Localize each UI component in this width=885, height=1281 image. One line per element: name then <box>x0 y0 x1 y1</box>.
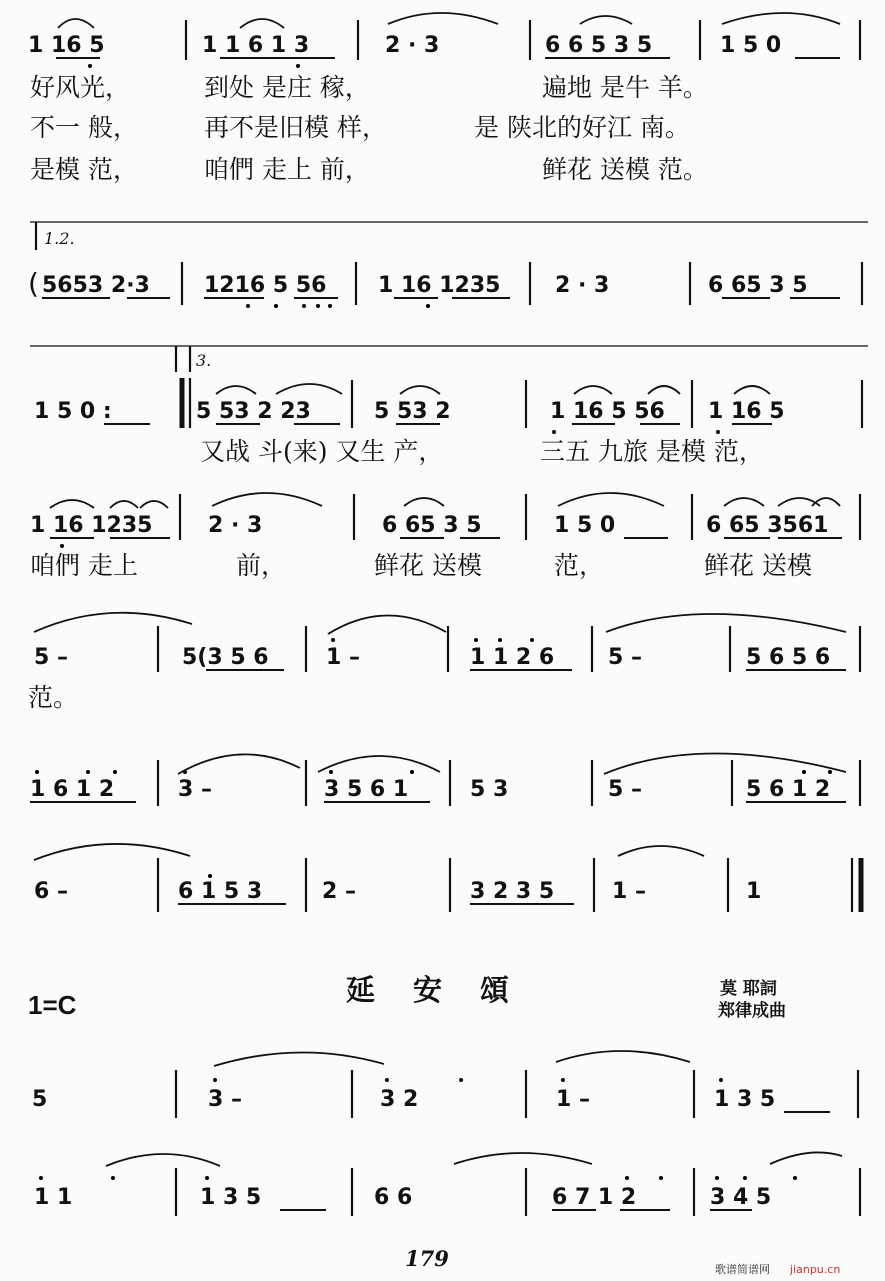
measure-4: 6 6 5 3 5 <box>545 33 653 58</box>
song-title: 延安頌 <box>346 973 548 1007</box>
lyric-line-3c: 鲜花 送模 范。 <box>542 155 708 184</box>
s9-measure-5: 3 4 5 <box>710 1185 772 1210</box>
volta-3: 3. <box>196 351 212 370</box>
lyricist-credit: 莫 耶詞 <box>720 979 777 999</box>
section-1-notes <box>28 33 781 58</box>
lyric-line-2a: 不一 般， <box>30 113 138 142</box>
page-number: 179 <box>405 1246 449 1271</box>
section-3 <box>30 346 868 466</box>
s3-measure-5: 1 16 5 <box>708 399 785 424</box>
s3-measure-1: 1 5 0 : <box>34 399 112 424</box>
s7-measure-3: 2 – <box>322 879 356 904</box>
watermark-site: 歌谱简谱网 <box>715 1263 770 1276</box>
watermark-url: jianpu.cn <box>790 1263 841 1276</box>
s7-measure-2: 6 1 5 3 <box>178 879 263 904</box>
s4-lyric-3: 鲜花 送模 <box>374 551 482 580</box>
s4-measure-4: 1 5 0 <box>554 513 616 538</box>
s8-measure-1: 5 <box>32 1087 48 1112</box>
open-paren: ( <box>28 267 39 300</box>
section-2 <box>28 222 868 308</box>
s9-measure-2: 1 3 5 <box>200 1185 262 1210</box>
song-2-row-1 <box>32 1051 858 1118</box>
s6-measure-1: 1 6 1 2 <box>30 777 115 802</box>
s6-measure-4: 5 3 <box>470 777 509 802</box>
s5-measure-2: 5(3 5 6 <box>182 645 269 670</box>
s2-measure-5: 6 65 3 5 <box>708 273 808 298</box>
section-6 <box>30 753 860 806</box>
s8-measure-4: 1 – <box>556 1087 590 1112</box>
s9-measure-3: 6 6 <box>374 1185 413 1210</box>
section-1-lyrics <box>30 73 708 184</box>
measure-5: 1 5 0 <box>720 33 782 58</box>
s2-measure-1: 5653 2·3 <box>42 273 150 298</box>
section-4 <box>30 493 860 580</box>
s4-lyric-2: 前， <box>236 551 287 580</box>
s5-measure-4: 1 1 2 6 <box>470 645 555 670</box>
s6-measure-3: 3 5 6 1 <box>324 777 409 802</box>
s4-measure-1: 1 16 1235 <box>30 513 153 538</box>
lyric-line-2b: 再不是旧模 样， <box>204 113 387 142</box>
lyric-line-3b: 咱們 走上 前， <box>204 155 370 184</box>
s5-lyric-1: 范。 <box>28 683 79 712</box>
s8-measure-3: 3 2 <box>380 1087 419 1112</box>
s4-lyric-5: 鲜花 送模 <box>704 551 812 580</box>
s5-measure-3: 1 – <box>326 645 360 670</box>
song-2-header <box>28 973 786 1021</box>
measure-2: 1 1 6 1 3 <box>202 33 310 58</box>
s7-measure-6: 1 <box>746 879 762 904</box>
s9-measure-4: 6 7 1 2 <box>552 1185 637 1210</box>
s3-measure-4: 1 16 5 56 <box>550 399 665 424</box>
measure-3: 2 · 3 <box>385 33 440 58</box>
s8-measure-5: 1 3 5 <box>714 1087 776 1112</box>
s5-measure-5: 5 – <box>608 645 642 670</box>
s4-lyric-4: 范， <box>554 551 605 580</box>
composer-credit: 郑律成曲 <box>718 1001 786 1021</box>
s4-measure-5: 6 65 3561 <box>706 513 829 538</box>
volta-1-2: 1.2. <box>44 229 75 248</box>
lyric-line-3a: 是模 范， <box>30 155 138 184</box>
lyric-line-1c: 遍地 是牛 羊。 <box>542 73 708 102</box>
s3-measure-2: 5 53 2 23 <box>196 399 311 424</box>
s2-measure-3: 1 16 1235 <box>378 273 501 298</box>
footer <box>405 1246 840 1276</box>
s3-lyric-2: 三五 九旅 是模 范， <box>540 437 764 466</box>
s2-measure-2: 1216 5 56 <box>204 273 327 298</box>
s8-measure-2: 3 – <box>208 1087 242 1112</box>
s7-measure-1: 6 – <box>34 879 68 904</box>
s3-lyric-1: 又战 斗(来) 又生 产， <box>200 437 444 466</box>
s6-measure-2: 3 – <box>178 777 212 802</box>
s3-measure-3: 5 53 2 <box>374 399 451 424</box>
s7-measure-4: 3 2 3 5 <box>470 879 555 904</box>
section-5 <box>28 613 860 712</box>
s4-lyric-1: 咱們 走上 <box>30 551 138 580</box>
song-2-row-2 <box>34 1152 860 1216</box>
lyric-line-1a: 好风光， <box>30 73 131 102</box>
measure-1: 1 16 5 <box>28 33 105 58</box>
lyric-line-1b: 到处 是庄 稼， <box>204 73 370 102</box>
s2-measure-4: 2 · 3 <box>555 273 610 298</box>
s6-measure-5: 5 – <box>608 777 642 802</box>
s4-measure-2: 2 · 3 <box>208 513 263 538</box>
s5-measure-1: 5 – <box>34 645 68 670</box>
s4-measure-3: 6 65 3 5 <box>382 513 482 538</box>
s5-measure-6: 5 6 5 6 <box>746 645 831 670</box>
key-signature: 1=C <box>28 990 77 1020</box>
section-7 <box>34 844 861 912</box>
s9-measure-1: 1 1 <box>34 1185 73 1210</box>
s7-measure-5: 1 – <box>612 879 646 904</box>
s6-measure-6: 5 6 1 2 <box>746 777 831 802</box>
lyric-line-2c: 是 陕北的好江 南。 <box>474 113 690 142</box>
